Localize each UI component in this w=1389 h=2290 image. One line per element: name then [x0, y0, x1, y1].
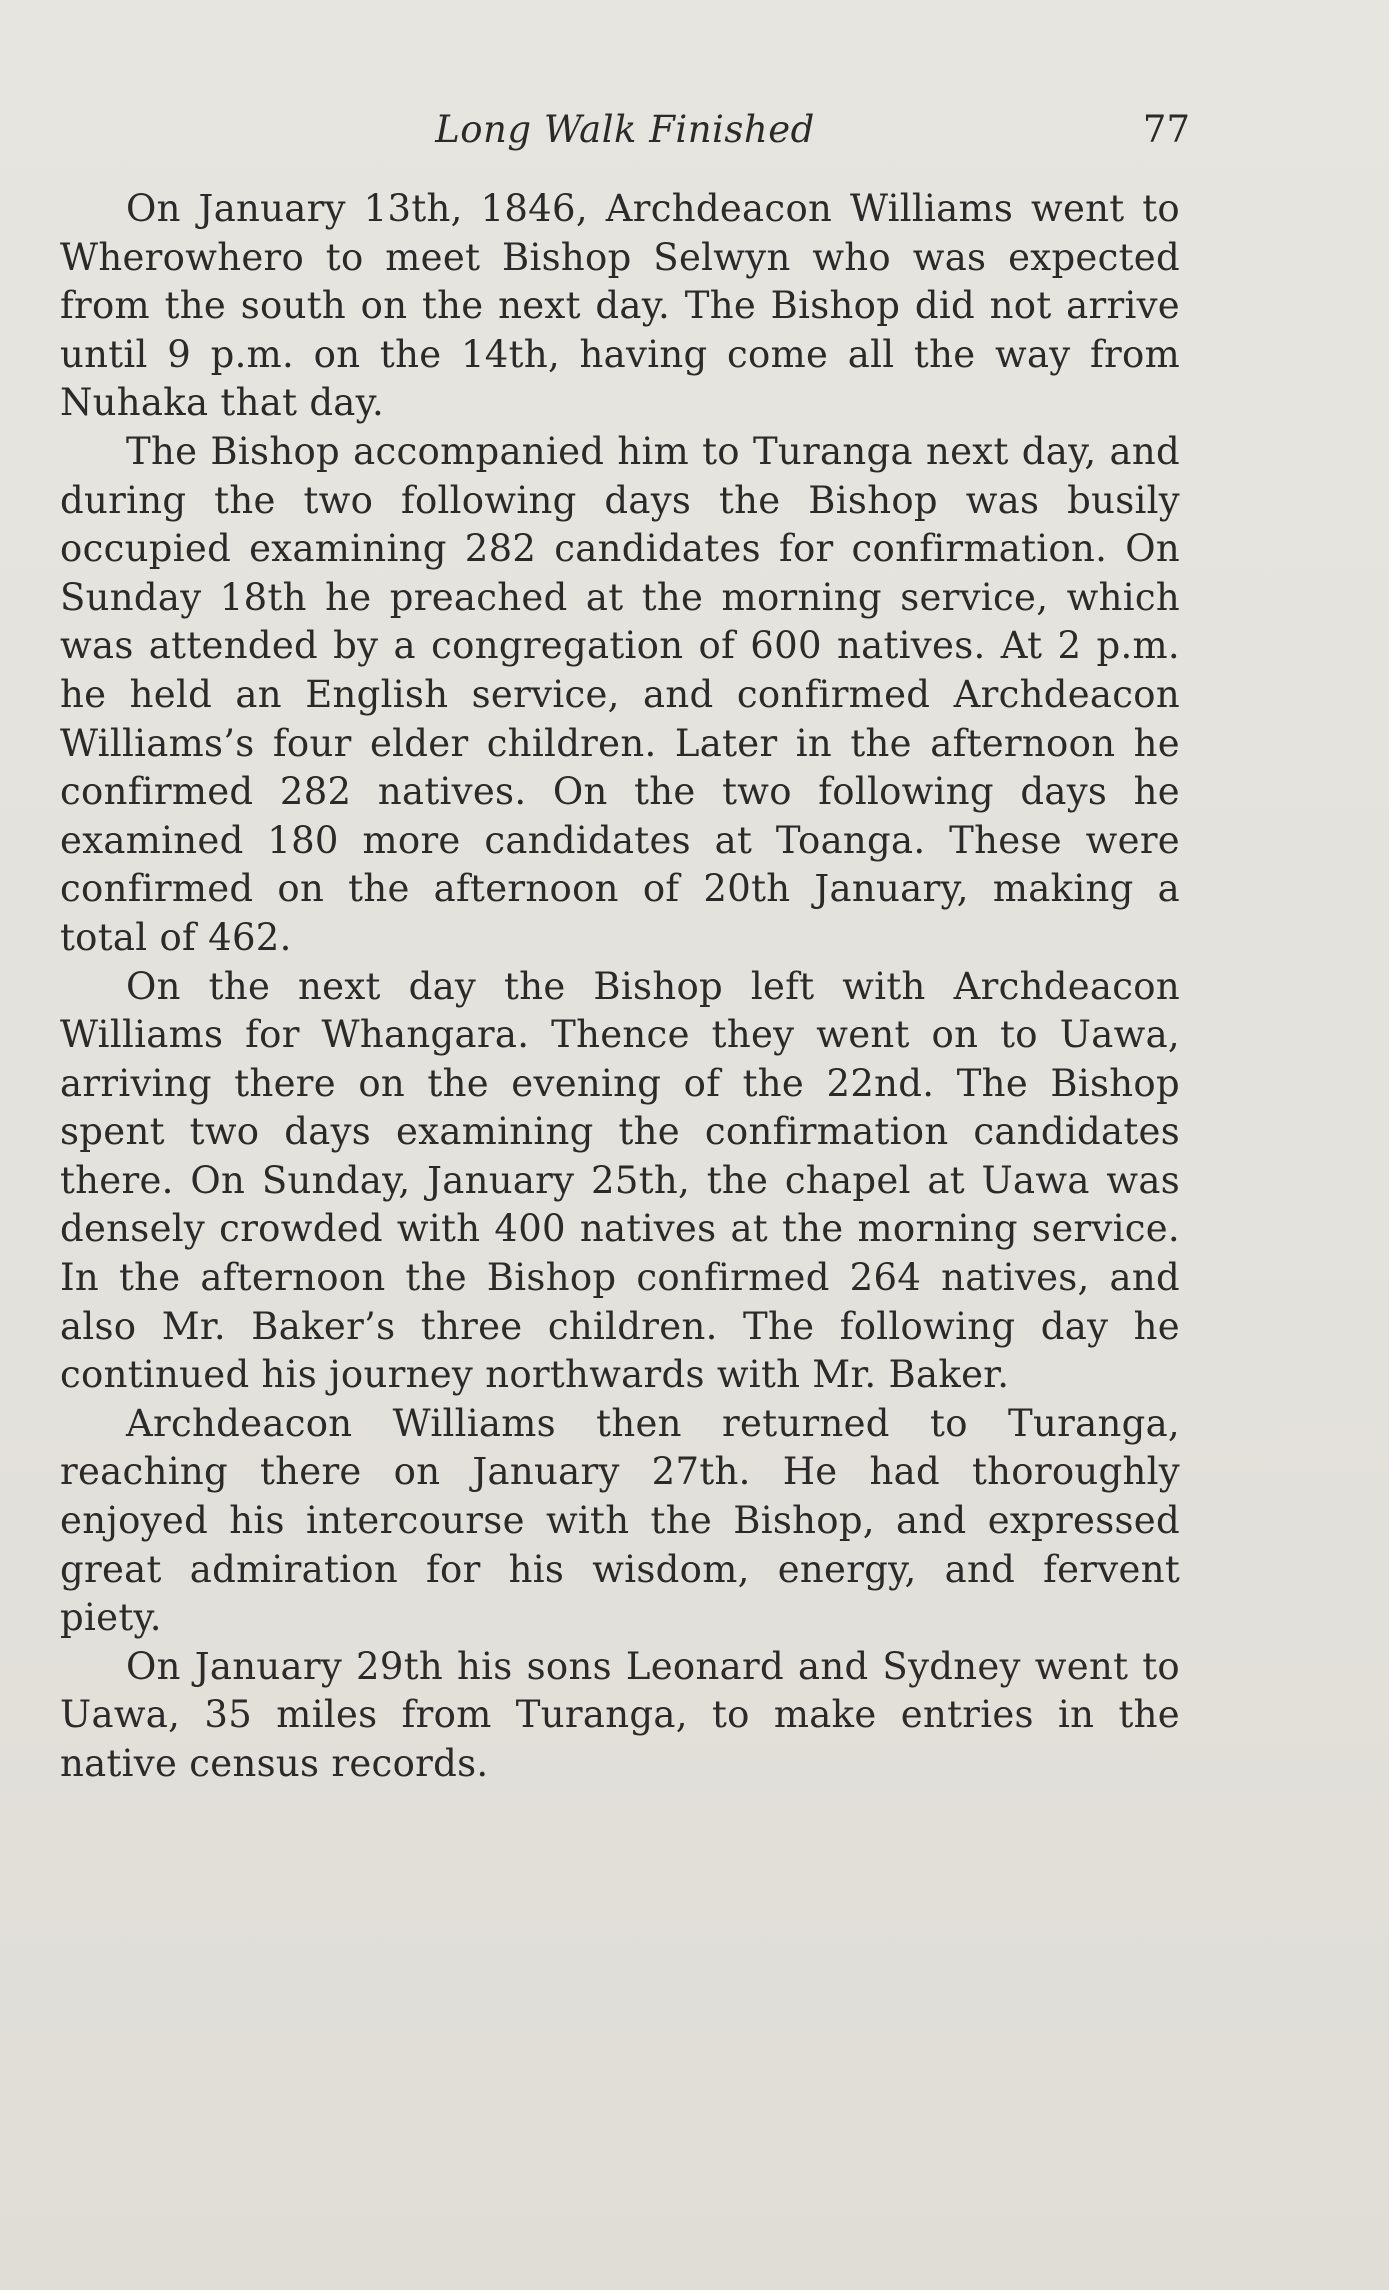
paragraph-3: On the next day the Bishop left with Archdeacon Williams for Whangara. Thence they went on to Uawa, arriving there on the evening of the 22nd. The Bishop spent two days examining the confirmation candidates there. On Sunday, January 25th, the chapel at Uawa was densely crowded with 400 natives at the morning service. In the afternoon the Bishop confirmed 264 natives, and also Mr. Baker’s three children. The following day he continued his journey northwards with Mr. Baker.	[60, 964, 1180, 1397]
running-head	[60, 108, 1190, 158]
paragraph-1: On January 13th, 1846, Archdeacon Williams went to Wherowhero to meet Bishop Selwyn who was expected from the south on the next day. The Bishop did not arrive until 9 p.m. on the 14th, having come all the way from Nuhaka that day.	[60, 187, 1180, 425]
paragraph-5: On January 29th his sons Leonard and Sydney went to Uawa, 35 miles from Turanga, to make entries in the native census records.	[60, 1644, 1180, 1785]
paragraph-4: Archdeacon Williams then returned to Turanga, reaching there on January 27th. He had thoroughly enjoyed his intercourse with the Bishop, and expressed great admiration for his wisdom, energy, and fervent piety.	[60, 1401, 1180, 1640]
paragraph-2: The Bishop accompanied him to Turanga next day, and during the two following days the Bishop was busily occupied examining 282 candidates for confirmation. On Sunday 18th he preached at the morning service, which was attended by a congregation of 600 natives. At 2 p.m. he held an English service, and confirmed Archdeacon Williams’s four elder children. Later in the afternoon he confirmed 282 natives. On the two following days he examined 180 more candidates at Toanga. These were confirmed on the afternoon of 20th January, making a total of 462.	[60, 429, 1180, 959]
body-text	[60, 185, 1180, 1789]
page-number: 77	[1142, 108, 1190, 151]
running-title: Long Walk Finished	[435, 108, 815, 151]
